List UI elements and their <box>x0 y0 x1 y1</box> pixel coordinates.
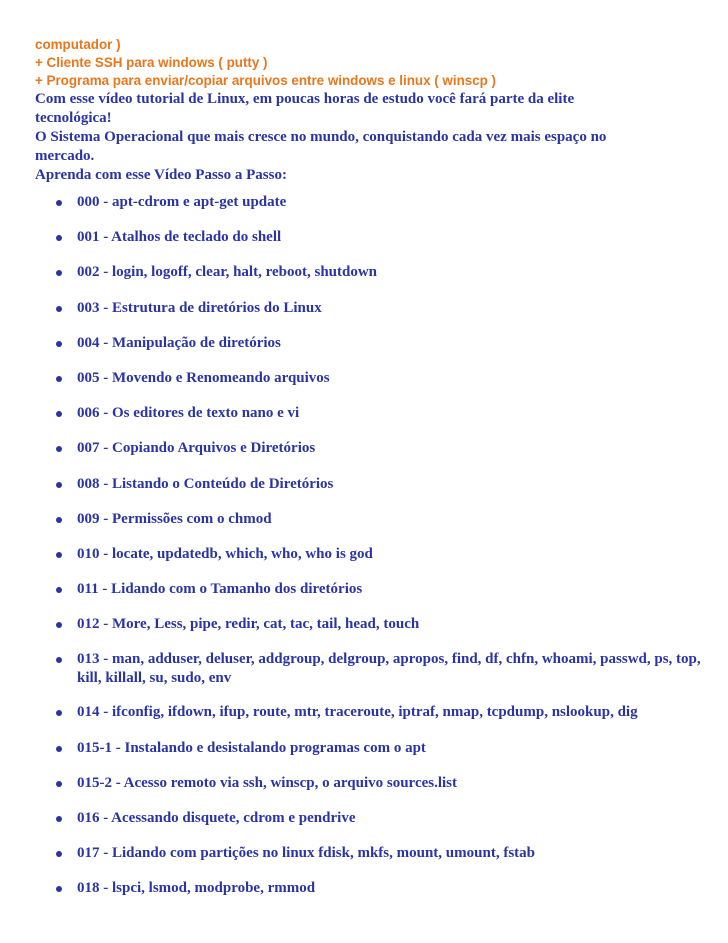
document-page <box>35 36 715 915</box>
lesson-title: 012 - More, Less, pipe, redir, cat, tac, tail, head, touch <box>77 616 420 633</box>
bullet-icon <box>56 270 62 276</box>
bullet-icon <box>56 746 62 752</box>
lesson-title: 002 - login, logoff, clear, halt, reboot, shutdown <box>77 264 378 281</box>
intro-paragraph-line: mercado. <box>35 148 95 164</box>
list-item <box>35 703 717 722</box>
list-item <box>35 545 717 564</box>
lesson-title: 017 - Lidando com partições no linux fdisk, mkfs, mount, umount, fstab <box>77 845 535 862</box>
list-item <box>35 510 717 529</box>
bullet-icon <box>56 657 62 663</box>
orange-intro <box>35 36 715 90</box>
bullet-icon <box>56 851 62 857</box>
intro-paragraph-line: tecnológica! <box>35 110 112 126</box>
list-item <box>35 404 717 423</box>
lesson-title: 000 - apt-cdrom e apt-get update <box>77 194 287 210</box>
list-item <box>35 228 717 247</box>
list-item <box>35 844 717 863</box>
bullet-icon <box>56 552 62 558</box>
lesson-title: 016 - Acessando disquete, cdrom e pendrive <box>77 810 356 826</box>
lesson-title: 006 - Os editores de texto nano e vi <box>77 405 300 422</box>
bullet-icon <box>56 482 62 488</box>
lesson-title: 018 - lspci, lsmod, modprobe, rmmod <box>77 880 316 897</box>
lesson-title: 013 - man, adduser, deluser, addgroup, delgroup, apropos, find, df, chfn, whoami, passwd, ps, top, kill, killall, su, sudo, env <box>77 651 701 687</box>
bullet-icon <box>56 306 62 312</box>
list-item <box>35 650 717 688</box>
list-item <box>35 439 717 458</box>
lesson-title: 001 - Atalhos de teclado do shell <box>77 229 282 246</box>
list-item <box>35 774 717 793</box>
lesson-title: 015-2 - Acesso remoto via ssh, winscp, o arquivo sources.list <box>77 774 458 791</box>
bullet-icon <box>56 886 62 892</box>
bullet-icon <box>56 376 62 382</box>
lesson-title: 015-1 - Instalando e desistalando programas com o apt <box>77 739 426 756</box>
intro-paragraph-line: Aprenda com esse Vídeo Passo a Passo: <box>35 167 287 183</box>
lesson-title: 005 - Movendo e Renomeando arquivos <box>77 369 330 386</box>
bullet-icon <box>56 235 62 241</box>
lesson-title: 007 - Copiando Arquivos e Diretórios <box>77 440 316 457</box>
bullet-icon <box>56 622 62 628</box>
bullet-icon <box>56 710 62 716</box>
list-item <box>35 879 717 898</box>
lesson-list <box>35 193 715 898</box>
blue-intro <box>35 90 715 185</box>
lesson-title: 004 - Manipulação de diretórios <box>77 334 281 351</box>
lesson-title: 010 - locate, updatedb, which, who, who is god <box>77 545 373 562</box>
lesson-title: 003 - Estrutura de diretórios do Linux <box>77 299 322 316</box>
bullet-icon <box>56 816 62 822</box>
intro-line-file-transfer: + Programa para enviar/copiar arquivos entre windows e linux ( winscp ) <box>35 73 496 88</box>
list-item <box>35 615 717 634</box>
list-item <box>35 809 717 828</box>
bullet-icon <box>56 446 62 452</box>
lesson-title: 008 - Listando o Conteúdo de Diretórios <box>77 475 334 492</box>
list-item <box>35 193 717 212</box>
bullet-icon <box>56 341 62 347</box>
bullet-icon <box>56 200 62 206</box>
bullet-icon <box>56 781 62 787</box>
bullet-icon <box>56 411 62 417</box>
intro-paragraph-line: O Sistema Operacional que mais cresce no mundo, conquistando cada vez mais espaço no <box>35 129 607 145</box>
intro-line-computador: computador ) <box>35 37 121 52</box>
list-item <box>35 580 717 599</box>
intro-paragraph-line: Com esse vídeo tutorial de Linux, em poucas horas de estudo você fará parte da elite <box>35 91 575 107</box>
lesson-title: 014 - ifconfig, ifdown, ifup, route, mtr, traceroute, iptraf, nmap, tcpdump, nslookup, dig <box>77 704 638 721</box>
list-item <box>35 369 717 388</box>
bullet-icon <box>56 587 62 593</box>
bullet-icon <box>56 517 62 523</box>
list-item <box>35 739 717 758</box>
list-item <box>35 334 717 353</box>
lesson-title: 009 - Permissões com o chmod <box>77 510 272 527</box>
list-item <box>35 263 717 282</box>
lesson-title: 011 - Lidando com o Tamanho dos diretórios <box>77 581 363 598</box>
list-item <box>35 475 717 494</box>
intro-line-ssh-client: + Cliente SSH para windows ( putty ) <box>35 55 268 70</box>
list-item <box>35 299 717 318</box>
